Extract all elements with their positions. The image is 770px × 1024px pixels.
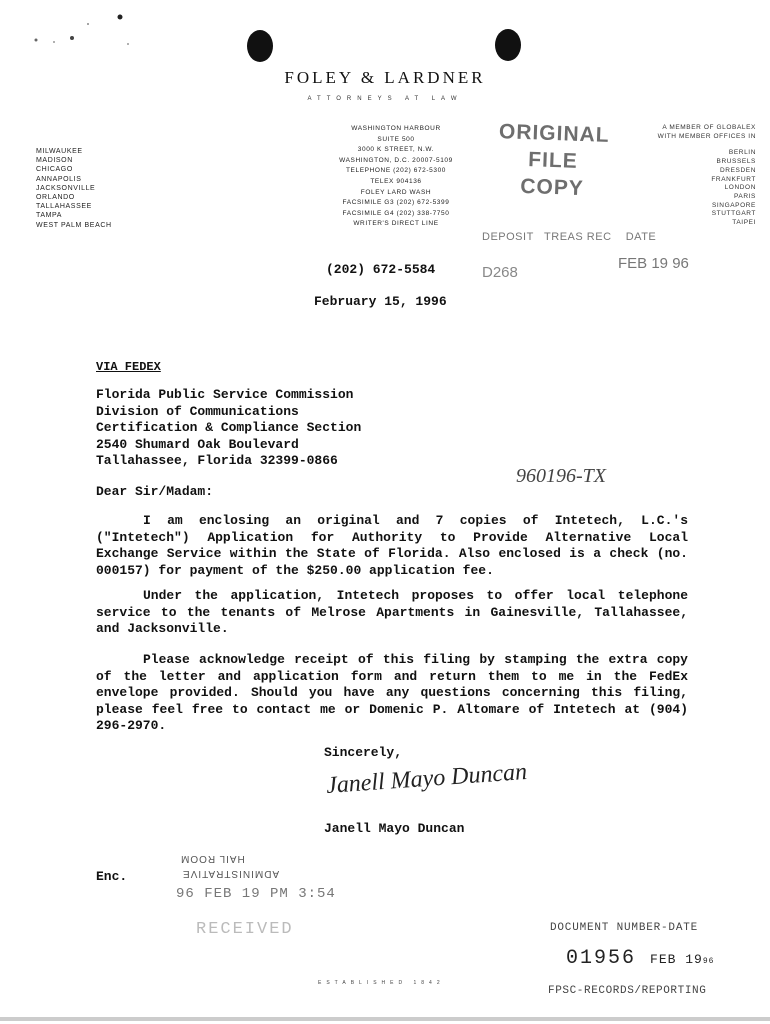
body-paragraph [96, 588, 688, 638]
doc-date-value: FEB 19 [650, 952, 703, 967]
direct-line-phone: (202) 672-5584 [326, 262, 436, 277]
mail-room-stamp: HAIL ROOM [180, 853, 245, 864]
city: TAMPA [36, 212, 63, 220]
recipient-address [96, 387, 361, 470]
fpsc-records-stamp: FPSC-RECORDS/REPORTING [548, 985, 707, 997]
city: DRESDEN [720, 166, 756, 174]
received-date-stamp: 96 FEB 19 PM 3:54 [176, 886, 336, 902]
paragraph-text: I am enclosing an original and 7 copies of Intetech, L.C.'s ("Intetech") Application for Authority to Provide Alternative Local Exchange Service within the State of Florida. Also enclosed is a check (no. 000157) for payment of the $250.00 application fee. [96, 513, 688, 578]
address-line: WASHINGTON HARBOUR [351, 125, 441, 132]
scan-specks [28, 12, 148, 52]
city: LONDON [724, 184, 756, 192]
recipient-line: Florida Public Service Commission [96, 387, 354, 402]
hole-punch-left [247, 30, 273, 62]
recipient-line: Division of Communications [96, 403, 299, 419]
firm-address-block [296, 124, 496, 230]
firm-name: FOLEY & LARDNER [284, 68, 486, 87]
network-note: A MEMBER OF GLOBALEX [662, 124, 756, 131]
scan-edge [0, 1017, 770, 1021]
original-file-copy-stamp [497, 118, 610, 203]
doc-number-value: 01956 [566, 947, 637, 970]
firm-subtitle: ATTORNEYS AT LAW [307, 96, 463, 102]
delivery-method: VIA FEDEX [96, 360, 161, 374]
address-line: FACSIMILE G4 (202) 338-7750 [342, 209, 450, 217]
body-paragraph [96, 513, 688, 579]
mail-room-stamp: ADMINISTRATIVE [182, 868, 280, 879]
recipient-line: Tallahassee, Florida 32399-0866 [96, 453, 338, 469]
established-footer: ESTABLISHED 1842 [318, 980, 445, 986]
city: MADISON [36, 157, 73, 165]
document-number-label: DOCUMENT NUMBER-DATE [550, 922, 699, 934]
paragraph-text: Please acknowledge receipt of this filing by stamping the extra copy of the letter and application form and return them to me in the FedEx envelope provided. Should you have any questions concerning this filing, please feel free to contact me or Domenic P. Altomare of Intetech at (904) 296-2970. [96, 652, 688, 734]
address-line: TELEPHONE (202) 672-5300 [345, 167, 447, 175]
deposit-date: FEB 19 96 [618, 255, 689, 272]
closing: Sincerely, [324, 745, 403, 760]
salutation: Dear Sir/Madam: [96, 484, 214, 499]
city: CHICAGO [36, 166, 73, 174]
city: ANNAPOLIS [36, 175, 82, 183]
address-line: SUITE 500 [377, 135, 415, 143]
right-cities-list [636, 124, 756, 228]
handwritten-docket-number: 960196-TX [516, 465, 606, 487]
hole-punch-right [495, 29, 521, 61]
address-line: WRITER'S DIRECT LINE [353, 220, 439, 228]
address-line: FOLEY LARD WASH [360, 188, 432, 196]
city: STUTTGART [711, 210, 756, 218]
document-number [566, 947, 714, 970]
city: PARIS [733, 192, 756, 200]
stamp-line: ORIGINAL [498, 120, 610, 147]
city: TALLAHASSEE [36, 203, 92, 211]
doc-year-value: 96 [702, 957, 715, 966]
address-line: FACSIMILE G3 (202) 672-5399 [342, 199, 450, 207]
city: FRANKFURT [711, 175, 756, 183]
deposit-stamp-label: DEPOSIT TREAS REC DATE [482, 231, 657, 243]
recipient-line: 2540 Shumard Oak Boulevard [96, 436, 299, 452]
left-cities-list [36, 147, 112, 230]
city: WEST PALM BEACH [36, 221, 112, 229]
stamp-line: FILE COPY [519, 148, 585, 201]
network-note: WITH MEMBER OFFICES IN [657, 132, 756, 140]
city: MILWAUKEE [36, 148, 83, 155]
recipient-line: Certification & Compliance Section [96, 420, 362, 436]
address-line: 3000 K STREET, N.W. [357, 146, 435, 154]
city: ORLANDO [36, 194, 75, 202]
deposit-number: D268 [482, 264, 518, 281]
city: SINGAPORE [711, 201, 756, 209]
address-line: WASHINGTON, D.C. 20007-5109 [339, 156, 453, 164]
city: BRUSSELS [716, 158, 756, 166]
handwritten-signature: Janell Mayo Duncan [325, 759, 528, 799]
letter-date: February 15, 1996 [314, 294, 447, 309]
city: TAIPEI [732, 219, 756, 227]
city: JACKSONVILLE [36, 184, 96, 192]
signer-name: Janell Mayo Duncan [324, 821, 465, 836]
city: BERLIN [728, 149, 756, 157]
body-paragraph [96, 652, 688, 735]
paragraph-text: Under the application, Intetech proposes to offer local telephone service to the tenants of Melrose Apartments in Gainesville, Tallahassee, and Jacksonville. [96, 588, 688, 637]
received-faded-stamp: RECEIVED [196, 920, 294, 939]
enclosure-notation: Enc. [96, 869, 128, 884]
address-line: TELEX 904136 [370, 177, 422, 185]
